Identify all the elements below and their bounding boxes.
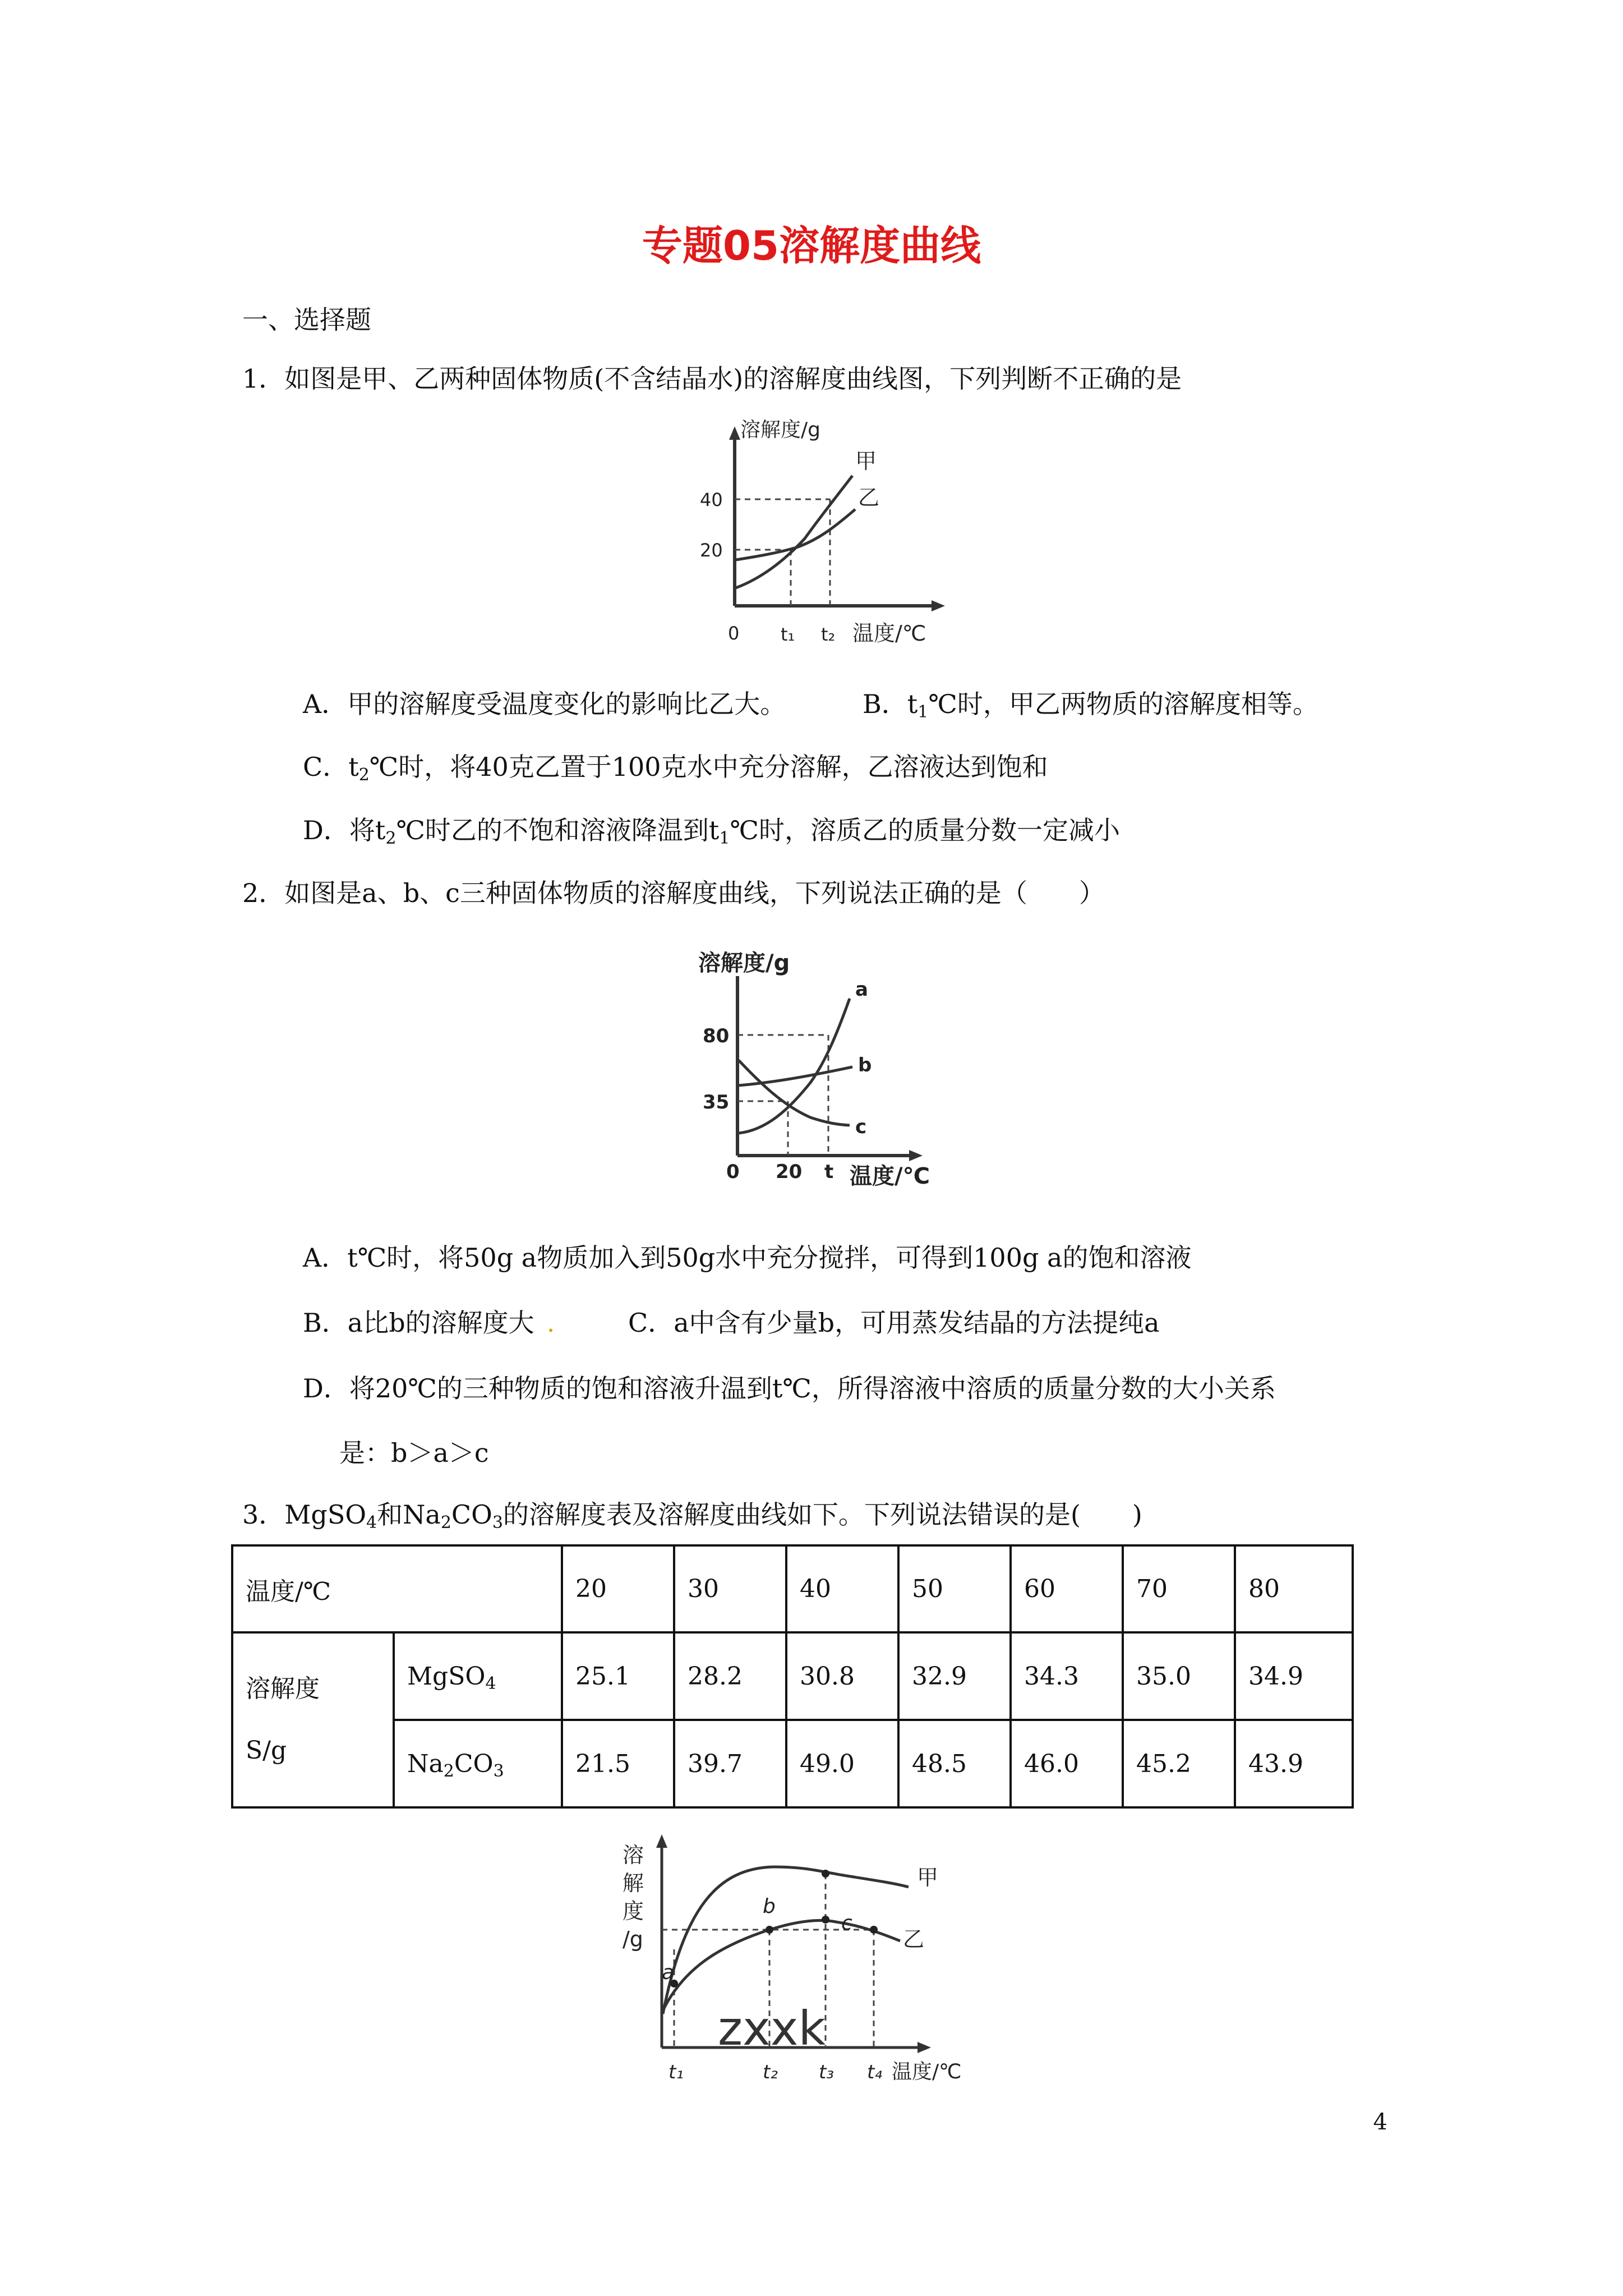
q2-series-a: a <box>855 978 868 1001</box>
q3-curve-yi <box>664 1921 900 2008</box>
q1-series-jia: 甲 <box>855 449 877 473</box>
table-cell: 34.3 <box>1011 1632 1123 1720</box>
page-title: 专题05溶解度曲线 <box>642 222 981 269</box>
q3-point-label-c: c <box>841 1912 852 1935</box>
q3-point-label-a: a <box>662 1961 675 1984</box>
table-temp-cell: 30 <box>674 1545 786 1632</box>
q1-origin: 0 <box>728 623 740 644</box>
q1-option-a: A．甲的溶解度受温度变化的影响比乙大。 <box>303 689 786 719</box>
q1-option-d: D．将$t_2℃$时乙的不饱和溶液降温到$t_1℃$时，溶质乙的质量分数一定减小 <box>303 815 1120 848</box>
q1-curve-yi <box>736 509 855 560</box>
q2-origin: 0 <box>726 1161 740 1183</box>
q1-option-c: C．$t_2℃$时，将40克乙置于100克水中充分溶解，乙溶液达到饱和 <box>303 752 1048 785</box>
q3-stem: 3．MgSO$_4$和$Na_2CO_3$的溶解度表及溶解度曲线如下。下列说法错误的是( ) <box>242 1499 1142 1533</box>
q2-xlabel: 温度/℃ <box>850 1163 930 1189</box>
table-cell: 34.9 <box>1235 1632 1353 1720</box>
q2-series-b: b <box>858 1054 872 1076</box>
table-row-label-mgso4: MgSO$_4$ <box>394 1632 562 1720</box>
q2-figure <box>681 942 951 1212</box>
q3-y-arrow <box>656 1834 667 1848</box>
q2-ytick-35: 35 <box>703 1091 730 1114</box>
q3-ylabel-3: 度 <box>623 1899 644 1924</box>
q1-xtick-t2: t₂ <box>821 624 836 645</box>
q3-x-arrow <box>917 2042 931 2053</box>
q1-ytick-20: 20 <box>700 540 723 561</box>
q1-option-b: B．$t_1℃$时，甲乙两物质的溶解度相等。 <box>863 689 1318 722</box>
q2-xtick-t: t <box>824 1161 834 1183</box>
q1-x-arrow <box>932 600 945 611</box>
table-cell: 43.9 <box>1235 1720 1353 1807</box>
section-heading: 一、选择题 <box>242 305 371 335</box>
q3-point-label-b: b <box>763 1895 776 1918</box>
table-cell: 39.7 <box>674 1720 786 1807</box>
q2-option-d-line1: D．将20℃的三种物质的饱和溶液升温到t℃，所得溶液中溶质的质量分数的大小关系 <box>303 1373 1276 1404</box>
table-temp-cell: 70 <box>1123 1545 1235 1632</box>
q1-figure <box>684 415 953 662</box>
page-number: 4 <box>1373 2109 1387 2135</box>
q2-option-c: C．a中含有少量b，可用蒸发结晶的方法提纯a <box>628 1308 1160 1338</box>
table-header-row <box>232 1545 1353 1632</box>
q3-series-yi: 乙 <box>903 1927 925 1952</box>
q3-ylabel-4: /g <box>623 1927 643 1952</box>
q3-watermark: zxxk <box>718 2001 826 2056</box>
q2-option-b: B．a比b的溶解度大 . <box>303 1308 555 1338</box>
q1-series-yi: 乙 <box>858 485 880 510</box>
table-temp-cell: 40 <box>786 1545 898 1632</box>
table-cell: 45.2 <box>1123 1720 1235 1807</box>
q2-option-d-line2: 是：b＞a＞c <box>339 1438 489 1468</box>
table-cell: 46.0 <box>1011 1720 1123 1807</box>
q2-ytick-80: 80 <box>703 1025 730 1047</box>
q3-point-t3 <box>822 1870 829 1878</box>
q3-point-b <box>766 1926 773 1934</box>
table-row-na2co3 <box>232 1720 1353 1807</box>
q3-series-jia: 甲 <box>917 1865 939 1890</box>
table-group-label: 溶解度 S/g <box>232 1632 394 1807</box>
q2-ylabel: 溶解度/g <box>698 950 790 976</box>
table-cell: 48.5 <box>898 1720 1011 1807</box>
q1-xtick-t1: t₁ <box>781 624 795 645</box>
table-header-label: 温度/℃ <box>232 1545 562 1632</box>
q2-xtick-20: 20 <box>776 1161 803 1183</box>
table-cell: 35.0 <box>1123 1632 1235 1720</box>
table-temp-cell: 50 <box>898 1545 1011 1632</box>
q1-stem: 1．如图是甲、乙两种固体物质(不含结晶水)的溶解度曲线图，下列判断不正确的是 <box>242 364 1182 394</box>
q3-xtick-t2: t₂ <box>763 2061 778 2083</box>
q2-stem: 2．如图是a、b、c三种固体物质的溶解度曲线，下列说法正确的是（ ） <box>242 878 1105 908</box>
q3-ylabel-1: 溶 <box>623 1843 644 1867</box>
solubility-table <box>231 1544 1354 1809</box>
table-cell: 21.5 <box>562 1720 674 1807</box>
table-cell: 25.1 <box>562 1632 674 1720</box>
q3-xtick-t3: t₃ <box>819 2061 834 2083</box>
q2-curve-a <box>739 999 850 1133</box>
table-row-mgso4 <box>232 1632 1353 1720</box>
q3-point-c <box>870 1926 878 1934</box>
q2-option-b-dot: . <box>546 1308 555 1338</box>
q2-x-arrow <box>909 1150 923 1161</box>
table-cell: 32.9 <box>898 1632 1011 1720</box>
table-row-label-na2co3: $Na_2CO_3$ <box>394 1720 562 1807</box>
q1-y-arrow <box>729 426 740 440</box>
q1-xlabel: 温度/℃ <box>852 621 926 646</box>
q3-xtick-t1: t₁ <box>668 2061 684 2083</box>
q1-curve-jia <box>736 476 852 588</box>
q2-option-a: A．t℃时，将50g a物质加入到50g水中充分搅拌，可得到100g a的饱和溶液 <box>303 1243 1192 1273</box>
q3-xlabel: 温度/℃ <box>892 2060 962 2083</box>
table-cell: 30.8 <box>786 1632 898 1720</box>
q1-ytick-40: 40 <box>700 489 723 510</box>
q1-ylabel: 溶解度/g <box>740 418 820 441</box>
q3-point-t3-yi <box>822 1916 829 1924</box>
q3-figure <box>606 1829 1032 2092</box>
q3-xtick-t4: t₄ <box>867 2061 882 2083</box>
table-temp-cell: 80 <box>1235 1545 1353 1632</box>
table-cell: 28.2 <box>674 1632 786 1720</box>
table-temp-cell: 20 <box>562 1545 674 1632</box>
q3-curve-jia <box>663 1867 909 2014</box>
table-cell: 49.0 <box>786 1720 898 1807</box>
q3-ylabel-2: 解 <box>623 1871 644 1895</box>
q2-series-c: c <box>855 1116 867 1138</box>
table-temp-cell: 60 <box>1011 1545 1123 1632</box>
